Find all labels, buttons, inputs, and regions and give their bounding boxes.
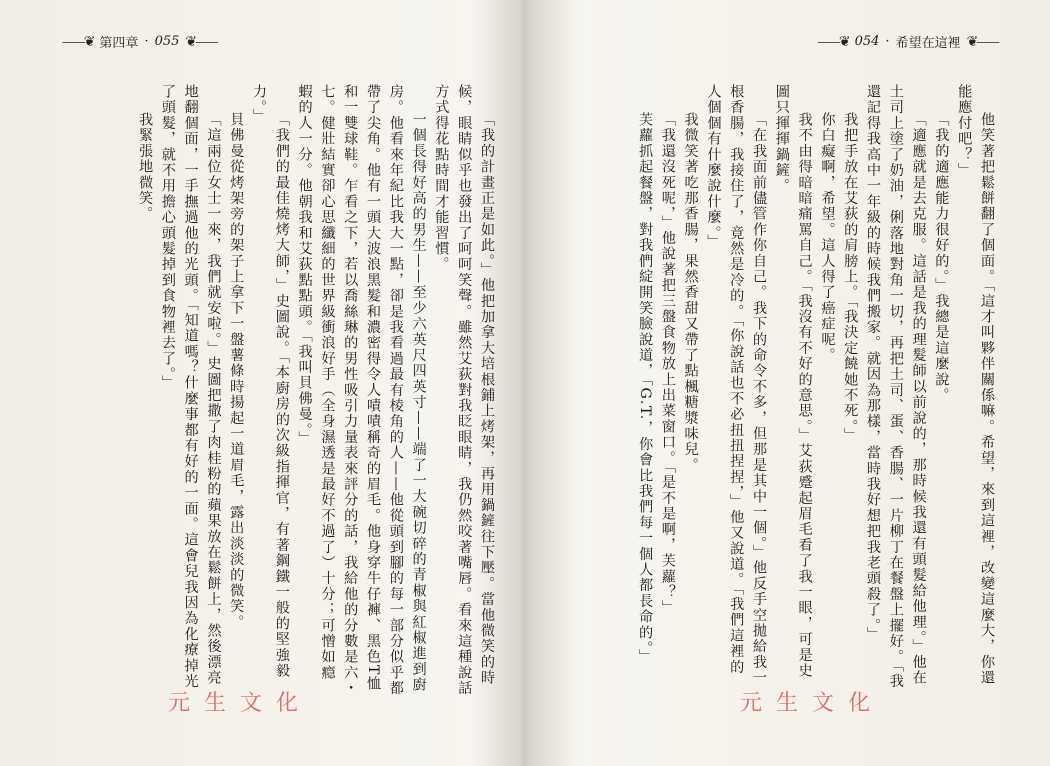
text-line: 「這兩位女士一來，我們就安啦。」史圖把撒了肉桂粉的蘋果放在鬆餅上，然後漂亮 bbox=[205, 112, 222, 687]
text-line: 圖只揮揮鍋鏟。 bbox=[773, 84, 790, 194]
text-line: 「我們的最佳燒烤大師，」史圖說。「本廚房的次級指揮官，有著鋼鐵一般的堅強毅 bbox=[273, 112, 290, 680]
right-page bbox=[528, 0, 1050, 766]
ornament-icon: ⸺❦ bbox=[817, 34, 849, 50]
text-line: 地翻個面，一手撫過他的光頭。「知道嗎？什麼事都有好的一面。這會兒我因為化療掉光 bbox=[182, 84, 199, 690]
text-line: 我把手放在艾荻的肩膀上。「我決定饒她不死。」 bbox=[842, 112, 859, 444]
text-line: 「我還沒死呢，」他說著把三盤食物放上出菜窗口。「是不是啊，芙蘿？」 bbox=[659, 112, 676, 617]
text-line: 一個長得好高的男生——至少六英尺四英寸——端了一大碗切碎的青椒與紅椒進到廚 bbox=[410, 112, 427, 694]
text-line: 我微笑著吃那香腸，果然香甜又帶了點楓糖漿味兒。 bbox=[682, 112, 699, 474]
text-line: 「我的計畫正是如此。」他把加拿大培根鋪上烤架，再用鍋鏟往下壓。當他微笑的時 bbox=[479, 112, 495, 687]
text-line: 帶了尖角。他有一頭大波浪黑髮和濃密得令人嘖嘖稱奇的眉毛。他身穿牛仔褲、黑色T恤 bbox=[365, 84, 382, 692]
text-line: 「在我面前儘管作你自己。我下的命令不多，但那是其中一個。」他反手空拋給我一 bbox=[751, 112, 768, 687]
text-line: 「適應就是去克服。這話是我的理髮師以前說的，那時候我還有頭髮給他理。」他在 bbox=[910, 112, 927, 687]
text-line: 力。」 bbox=[251, 84, 268, 124]
text-line: 貝佛曼從烤架旁的架子上拿下一盤薯條時揚起一道眉毛，露出淡淡的微笑。 bbox=[228, 112, 245, 631]
chapter-label: 第四章 bbox=[99, 35, 139, 51]
body-text bbox=[58, 84, 498, 714]
text-line: 根香腸，我接住了，竟然是冷的。「你說話也不必扭扭捏捏，」他又說道。「我們這裡的 bbox=[728, 84, 745, 675]
text-line: 人個個有什麼說什麼。」 bbox=[705, 84, 722, 250]
ornament-icon: ❦⸺ bbox=[185, 34, 217, 50]
text-line: 七。健壯結實卻心思纖細的世界級衝浪好手（全身濕透是最好不過了）十分；可憎如瘾 bbox=[319, 84, 336, 681]
publisher-watermark: 元生文化 bbox=[740, 691, 885, 716]
text-line: 他笑著把鬆餅翻了個面。「這才叫夥伴關係嘛。希望，來到這裡，改變這麼大，你還 bbox=[979, 112, 995, 687]
page-number: 055 bbox=[154, 33, 180, 49]
text-line: 我緊張地微笑。 bbox=[137, 112, 154, 223]
text-line: 房。他看來年紀比我大一點，卻是我看過最有棱角的人——他從頭到腳的每一部分似乎都 bbox=[387, 84, 404, 697]
text-line: 土司上塗了奶油，俐落地對角一切，再把土司、蛋、香腸、一片柳丁在餐盤上擺好。「我 bbox=[887, 84, 904, 690]
book-title: 希望在這裡 bbox=[895, 35, 961, 51]
text-line: 候，眼睛似乎也發出了呵呵笑聲。雖然艾荻對我眨眼睛，我仍然咬著嘴唇。看來這種說話 bbox=[456, 84, 473, 697]
text-line: 你白癡啊，希望。這人得了癌症呢。 bbox=[819, 112, 836, 364]
ornament-icon: ❦⸺ bbox=[966, 34, 998, 50]
text-line: 能應付吧？」 bbox=[956, 84, 973, 179]
page-number: 054 bbox=[854, 33, 880, 49]
text-line: 了頭髮，就不用擔心頭髮掉到食物裡去了。」 bbox=[159, 84, 176, 391]
text-line: 芙蘿抓起餐盤，對我們綻開笑臉說道，「G.T.，你會比我們每一個人都長命的。」 bbox=[637, 112, 654, 666]
publisher-watermark: 元生文化 bbox=[168, 691, 313, 716]
body-text bbox=[528, 84, 998, 714]
text-line: 「我的適應能力很好的。」我總是這麼說。 bbox=[933, 112, 950, 404]
text-line: 方式得花點時間才能習慣。 bbox=[433, 84, 450, 273]
text-line: 和一雙球鞋。乍看之下，若以喬絲琳的男性吸引力量表來評分的話，我給他的分數是六・ bbox=[342, 84, 359, 697]
text-line: 還記得我高中一年級的時候我們搬家。就因為那樣，當時我好想把我老頭殺了。」 bbox=[865, 84, 882, 643]
running-head-right: ⸺❦ 054 · 希望在這裡 ❦⸺ bbox=[817, 30, 998, 52]
text-line: 蝦的人一分。他朝我和艾荻點點頭。「我叫貝佛曼。」 bbox=[296, 84, 313, 447]
running-head-left: ⸺❦ 第四章 · 055 ❦⸺ bbox=[62, 30, 217, 52]
text-line: 我不由得暗暗痛罵自己。「我沒有不好的意思。」艾荻蹙起眉毛看了我一眼，可是史 bbox=[796, 112, 813, 680]
left-page bbox=[0, 0, 522, 766]
ornament-icon: ⸺❦ bbox=[62, 34, 94, 50]
